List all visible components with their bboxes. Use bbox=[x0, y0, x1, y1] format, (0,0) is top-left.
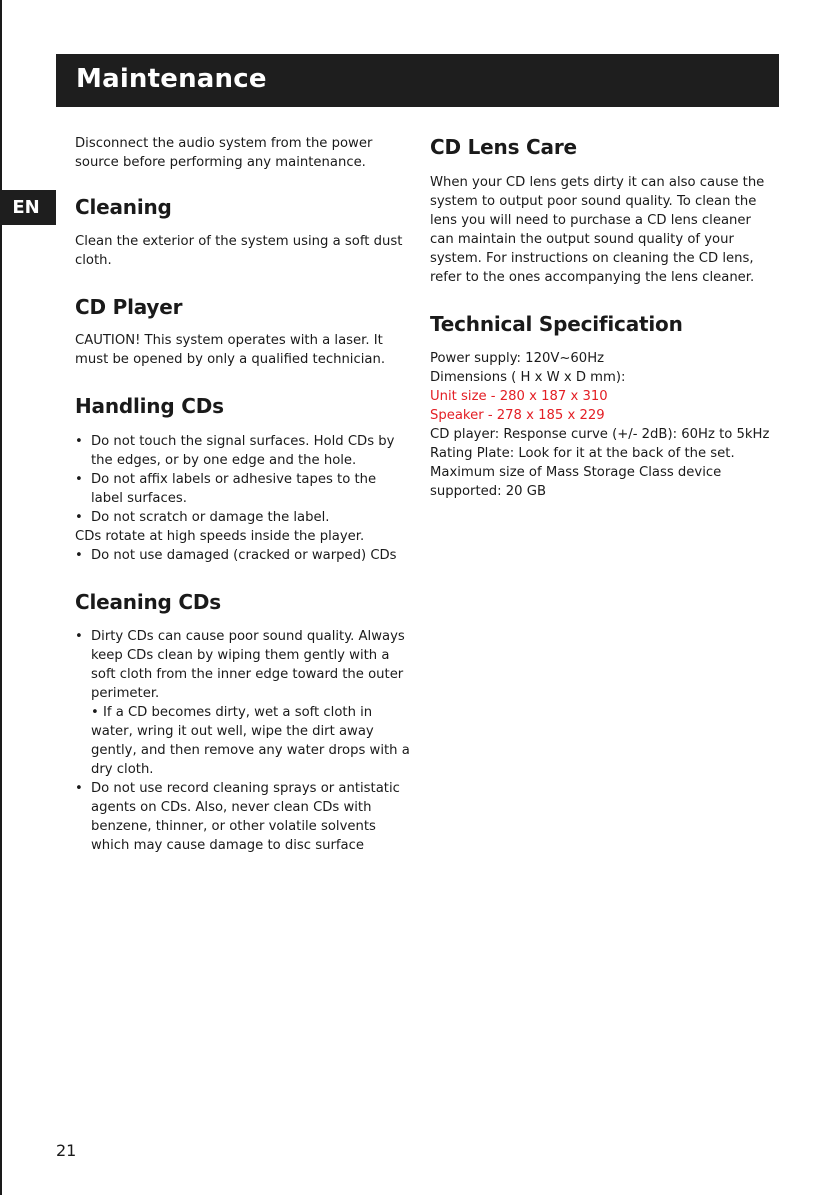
spec-rating-plate: Rating Plate: Look for it at the back of the set. bbox=[430, 446, 735, 461]
bullet-icon: • bbox=[75, 781, 83, 796]
bullet-icon: • bbox=[75, 472, 83, 487]
list-item: • Do not touch the signal surfaces. Hold CDs by the edges, or by one edge and the hole. bbox=[75, 434, 395, 468]
spec-mass-storage: Maximum size of Mass Storage Class device supported: 20 GB bbox=[430, 465, 722, 499]
page-number: 21 bbox=[56, 1141, 77, 1160]
handling-cds-heading: Handling CDs bbox=[75, 394, 224, 418]
cleaning-cds-list bbox=[75, 627, 410, 855]
lens-care-heading: CD Lens Care bbox=[430, 135, 577, 159]
cleaning-text: Clean the exterior of the system using a soft dust cloth. bbox=[75, 234, 403, 268]
list-item: • Do not use record cleaning sprays or antistatic agents on CDs. Also, never clean CDs with benzene, thinner, or other volatile solvents which may cause damage to disc surface bbox=[75, 781, 400, 853]
page-title: Maintenance bbox=[76, 64, 267, 94]
bullet-icon: • bbox=[75, 548, 83, 563]
list-item: • Dirty CDs can cause poor sound quality. Always keep CDs clean by wiping them gently with a soft cloth from the inner edge toward the outer perimeter. bbox=[75, 629, 405, 701]
list-item: • If a CD becomes dirty, wet a soft cloth in water, wring it out well, wipe the dirt away gently, and then remove any water drops with a dry cloth. bbox=[91, 705, 410, 777]
spec-cd-player: CD player: Response curve (+/- 2dB): 60Hz to 5kHz bbox=[430, 427, 770, 442]
language-tab: EN bbox=[0, 190, 56, 225]
list-item: • Do not scratch or damage the label. bbox=[75, 510, 330, 525]
lens-care-text: When your CD lens gets dirty it can also cause the system to output poor sound quality. To clean the lens you will need to purchase a CD lens cleaner can maintain the output sound quality of your system. For instructions on cleaning the CD lens, refer to the ones accompanying the lens cleaner. bbox=[430, 175, 765, 285]
cd-player-text: CAUTION! This system operates with a laser. It must be opened by only a qualified technician. bbox=[75, 333, 386, 367]
spec-power-supply: Power supply: 120V~60Hz bbox=[430, 351, 605, 366]
spec-dimensions: Dimensions ( H x W x D mm): bbox=[430, 370, 626, 385]
list-item: • Do not affix labels or adhesive tapes to the label surfaces. bbox=[75, 472, 377, 506]
spec-unit-size: Unit size - 280 x 187 x 310 bbox=[430, 389, 608, 404]
spec-speaker-size: Speaker - 278 x 185 x 229 bbox=[430, 408, 605, 423]
cleaning-heading: Cleaning bbox=[75, 195, 172, 219]
bullet-icon: • bbox=[75, 629, 83, 644]
tech-spec-heading: Technical Specification bbox=[430, 312, 683, 336]
bullet-icon: • bbox=[75, 510, 83, 525]
handling-cds-list bbox=[75, 432, 410, 565]
list-item: • Do not use damaged (cracked or warped) CDs bbox=[75, 548, 397, 563]
list-note: CDs rotate at high speeds inside the player. bbox=[75, 529, 365, 544]
intro-text: Disconnect the audio system from the power source before performing any maintenance. bbox=[75, 136, 373, 170]
right-column bbox=[430, 134, 770, 501]
section-header-band bbox=[56, 54, 779, 107]
cd-player-heading: CD Player bbox=[75, 295, 183, 319]
bullet-icon: • bbox=[75, 434, 83, 449]
page-edge-rule bbox=[0, 0, 2, 1195]
tech-spec-block bbox=[430, 349, 770, 501]
cleaning-cds-heading: Cleaning CDs bbox=[75, 590, 221, 614]
left-column bbox=[75, 134, 410, 855]
